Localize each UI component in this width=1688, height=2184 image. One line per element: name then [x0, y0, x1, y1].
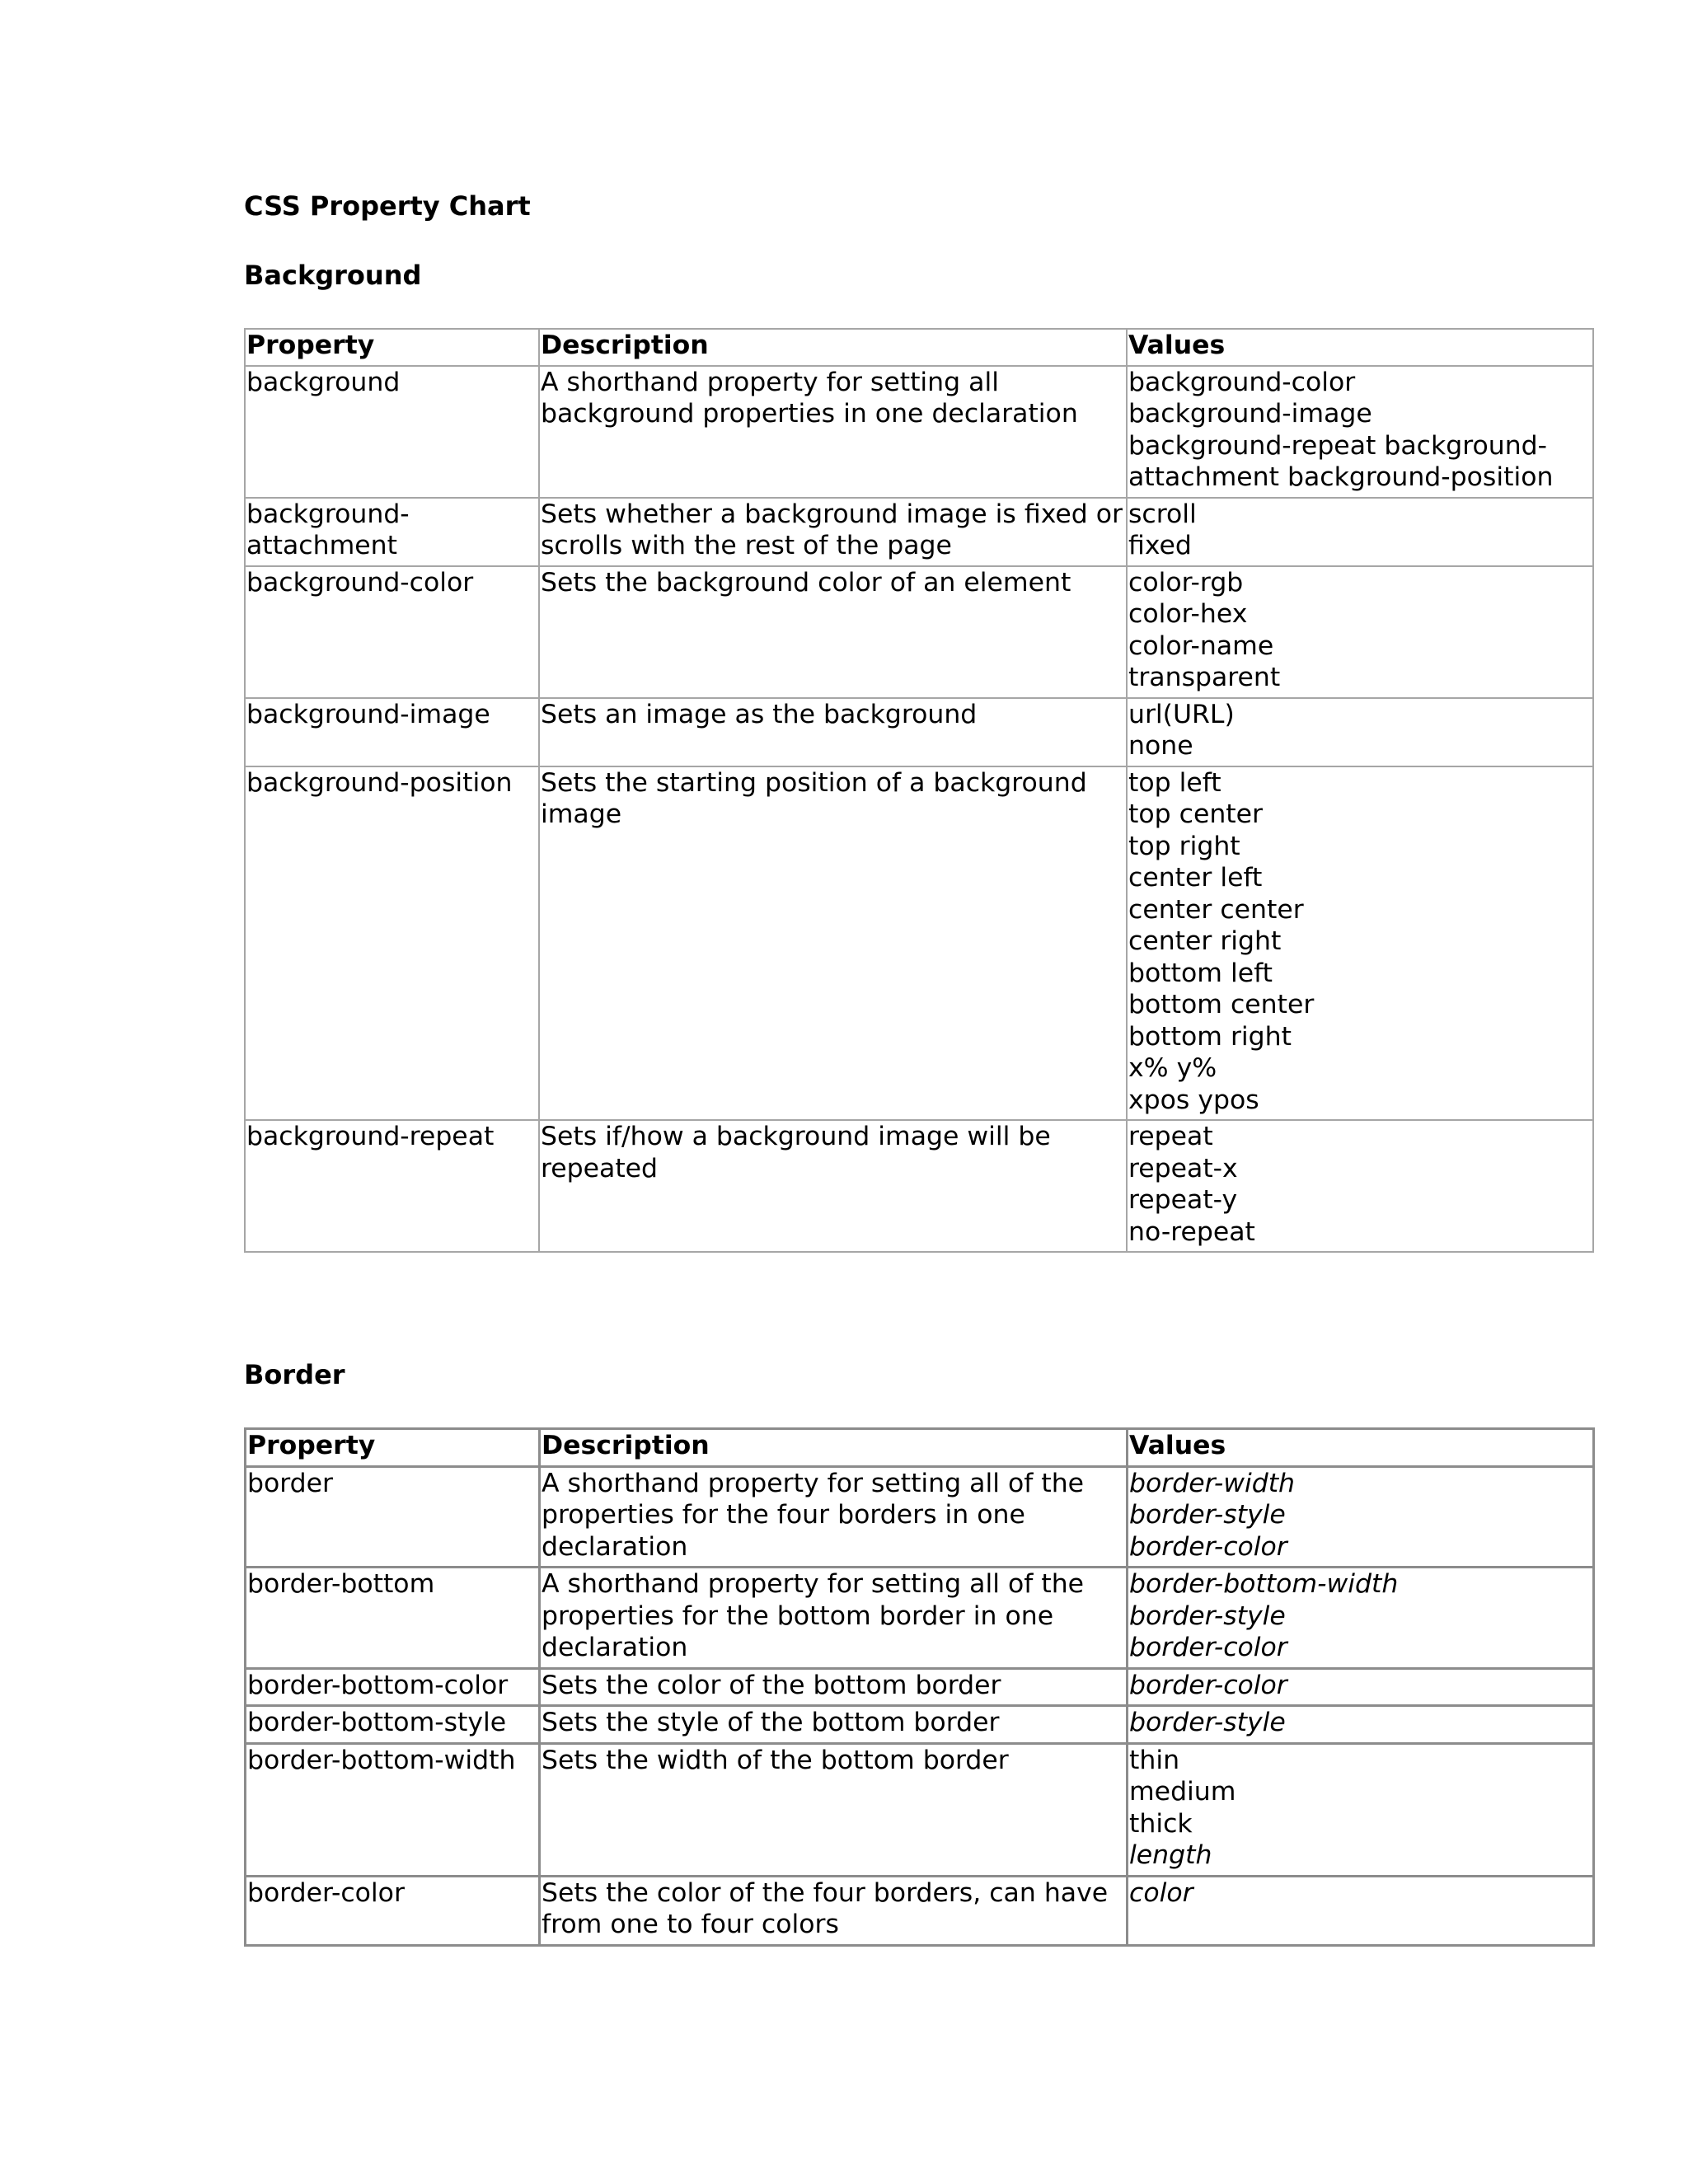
header-property: Property	[246, 1429, 540, 1467]
header-values: Values	[1127, 329, 1593, 366]
value-item: length	[1129, 1840, 1212, 1870]
property-cell: background-color	[245, 566, 539, 698]
property-cell: background-image	[245, 698, 539, 766]
header-description: Description	[540, 1429, 1128, 1467]
header-values: Values	[1128, 1429, 1594, 1467]
table-header-row	[246, 1429, 1594, 1467]
table-row	[246, 1466, 1594, 1568]
table-row	[246, 1876, 1594, 1945]
property-cell: background-attachment	[245, 498, 539, 566]
description-cell: Sets an image as the background	[539, 698, 1127, 766]
document-title: CSS Property Chart	[244, 190, 531, 222]
value-item: medium	[1129, 1777, 1236, 1807]
table-row	[245, 366, 1593, 498]
value-item: scroll	[1128, 499, 1197, 529]
table-row	[246, 1568, 1594, 1669]
value-item: top center	[1128, 799, 1263, 829]
table-row	[245, 1120, 1593, 1252]
table-row	[245, 498, 1593, 566]
values-cell	[1128, 1743, 1594, 1876]
value-item: bottom left	[1128, 958, 1273, 988]
value-item: no-repeat	[1128, 1216, 1255, 1247]
border-property-table	[244, 1427, 1595, 1947]
document-page	[244, 190, 1592, 1947]
description-cell: Sets the background color of an element	[539, 566, 1127, 698]
table-row	[245, 698, 1593, 766]
background-property-table	[244, 328, 1594, 1253]
property-cell: border	[246, 1466, 540, 1568]
table-row	[245, 566, 1593, 698]
value-item: repeat-y	[1128, 1185, 1238, 1215]
description-cell: Sets the color of the four borders, can have from one to four colors	[540, 1876, 1128, 1945]
value-item: bottom right	[1128, 1021, 1292, 1052]
value-item: border-color	[1129, 1633, 1287, 1662]
property-cell: border-bottom-color	[246, 1668, 540, 1706]
value-item: center left	[1128, 863, 1263, 893]
property-cell: background	[245, 366, 539, 498]
values-cell	[1128, 1568, 1594, 1669]
description-cell: A shorthand property for setting all of the properties for the four borders in one declaration	[540, 1466, 1128, 1568]
value-item: xpos ypos	[1128, 1085, 1259, 1115]
header-property: Property	[245, 329, 539, 366]
value-item: x% y%	[1128, 1053, 1217, 1083]
values-cell	[1127, 566, 1593, 698]
description-cell: Sets the color of the bottom border	[540, 1668, 1128, 1706]
header-description: Description	[539, 329, 1127, 366]
property-cell: border-bottom	[246, 1568, 540, 1669]
property-cell: border-bottom-style	[246, 1706, 540, 1744]
value-item: bottom center	[1128, 990, 1315, 1019]
table-header-row	[245, 329, 1593, 366]
table-row	[246, 1706, 1594, 1744]
value-item: center right	[1128, 926, 1282, 956]
value-item: background-image	[1128, 399, 1372, 429]
background-table-body	[245, 366, 1593, 1253]
property-cell: background-position	[245, 766, 539, 1121]
description-cell: Sets the width of the bottom border	[540, 1743, 1128, 1876]
values-cell	[1128, 1876, 1594, 1945]
description-cell: A shorthand property for setting all background properties in one declaration	[539, 366, 1127, 498]
property-cell: border-bottom-width	[246, 1743, 540, 1876]
table-row	[245, 766, 1593, 1121]
values-cell	[1128, 1668, 1594, 1706]
table-row	[246, 1743, 1594, 1876]
value-item: fixed	[1128, 531, 1192, 560]
value-item: border-style	[1129, 1708, 1286, 1737]
value-item: background-repeat background-attachment background-position	[1128, 430, 1554, 492]
value-item: none	[1128, 731, 1193, 761]
value-item: url(URL)	[1128, 699, 1235, 729]
value-item: border-color	[1129, 1670, 1287, 1700]
value-item: border-color	[1129, 1531, 1287, 1562]
border-section-heading: Border	[244, 1359, 345, 1390]
description-cell: Sets the style of the bottom border	[540, 1706, 1128, 1744]
border-table-body	[246, 1466, 1594, 1945]
values-cell	[1127, 766, 1593, 1121]
description-cell: Sets whether a background image is fixed or scrolls with the rest of the page	[539, 498, 1127, 566]
values-cell	[1127, 498, 1593, 566]
description-cell: Sets the starting position of a background image	[539, 766, 1127, 1121]
property-cell: background-repeat	[245, 1120, 539, 1252]
value-item: thick	[1129, 1808, 1193, 1839]
value-item: repeat	[1128, 1122, 1213, 1151]
values-cell	[1127, 698, 1593, 766]
value-item: color-name	[1128, 630, 1274, 661]
value-item: color-hex	[1128, 599, 1248, 629]
value-item: thin	[1129, 1745, 1180, 1775]
value-item: border-bottom-width	[1129, 1569, 1399, 1599]
value-item: color	[1129, 1877, 1193, 1908]
value-item: transparent	[1128, 663, 1281, 692]
description-cell: Sets if/how a background image will be repeated	[539, 1120, 1127, 1252]
value-item: border-style	[1129, 1500, 1286, 1530]
table-row	[246, 1668, 1594, 1706]
value-item: center center	[1128, 894, 1304, 925]
value-item: background-color	[1128, 367, 1356, 397]
value-item: repeat-x	[1128, 1153, 1238, 1183]
value-item: top right	[1128, 831, 1240, 861]
value-item: border-style	[1129, 1601, 1286, 1631]
property-cell: border-color	[246, 1876, 540, 1945]
values-cell	[1128, 1706, 1594, 1744]
value-item: border-width	[1129, 1468, 1296, 1498]
description-cell: A shorthand property for setting all of the properties for the bottom border in one declaration	[540, 1568, 1128, 1669]
value-item: top left	[1128, 767, 1221, 798]
background-section-heading: Background	[244, 260, 422, 291]
values-cell	[1128, 1466, 1594, 1568]
values-cell	[1127, 366, 1593, 498]
values-cell	[1127, 1120, 1593, 1252]
value-item: color-rgb	[1128, 567, 1244, 598]
